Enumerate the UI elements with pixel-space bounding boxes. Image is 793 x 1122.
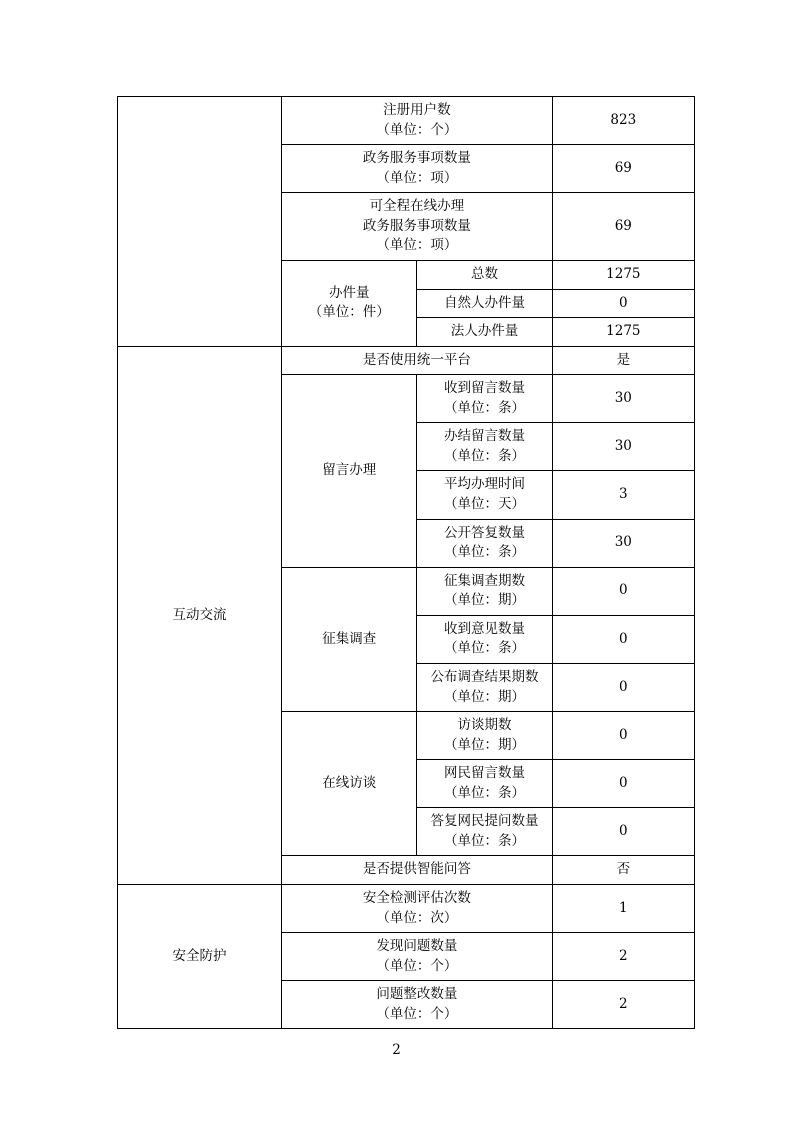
item-cell-full-online-service-items — [282, 193, 553, 261]
item-label-line1: 可全程在线办理 — [369, 198, 465, 215]
page-number: 2 — [392, 1042, 401, 1058]
sub-label-line1: 征集调查期数 — [444, 572, 525, 589]
value-unified-platform: 是 — [552, 346, 694, 375]
value-message-avg-time: 3 — [552, 471, 694, 519]
sub-label-line1: 公开答复数量 — [444, 524, 525, 541]
category-cell-security: 安全防护 — [118, 885, 282, 1029]
item-label-line1: 政务服务事项数量 — [362, 150, 471, 167]
value-security-checks: 1 — [552, 885, 694, 933]
item-label-line1: 安全检测评估次数 — [362, 890, 471, 906]
item-label-line3: （单位：项） — [376, 237, 458, 254]
sub-item-handled-legal-person: 法人办件量 — [417, 318, 552, 347]
item-cell-registered-users — [282, 97, 553, 145]
item-label-line1: 发现问题数量 — [376, 938, 458, 955]
sub-label-line1: 网民留言数量 — [444, 765, 525, 782]
value-handled-legal-person: 1275 — [552, 318, 694, 347]
value-interview-periods: 0 — [552, 712, 694, 760]
sub-label-line1: 答复网民提问数量 — [430, 813, 539, 830]
value-survey-results: 0 — [552, 663, 694, 711]
item-cell-message-handling: 留言办理 — [282, 375, 417, 568]
sub-label-line2: （单位：条） — [444, 544, 525, 561]
sub-label-line2: （单位：期） — [444, 688, 525, 705]
value-interview-replies: 0 — [552, 808, 694, 856]
sub-label-line2: （单位：条） — [444, 447, 525, 464]
item-label-line2: （单位：项） — [376, 169, 458, 186]
item-label-line1: 问题整改数量 — [376, 986, 458, 1003]
value-message-received: 30 — [552, 375, 694, 423]
item-cell-online-interview: 在线访谈 — [282, 712, 417, 856]
sub-label-line1: 收到意见数量 — [444, 620, 525, 637]
sub-label-line2: （单位：条） — [444, 832, 525, 849]
sub-label-line1: 平均办理时间 — [444, 476, 525, 493]
table-row — [118, 885, 695, 933]
value-smart-qa: 否 — [552, 856, 694, 885]
category-cell-empty — [118, 97, 282, 347]
item-cell-problems-found — [282, 933, 553, 981]
value-message-public-reply: 30 — [552, 519, 694, 567]
sub-label-line2: （单位：天） — [444, 496, 525, 512]
item-cell-survey: 征集调查 — [282, 567, 417, 711]
item-cell-security-checks — [282, 885, 553, 933]
sub-item-handled-total: 总数 — [417, 260, 552, 289]
value-survey-periods: 0 — [552, 567, 694, 615]
sub-label-line2: （单位：条） — [444, 784, 525, 801]
government-website-statistics-table — [117, 96, 695, 1029]
value-handled-total: 1275 — [552, 260, 694, 289]
item-cell-handled-volume — [282, 260, 417, 346]
item-cell-unified-platform: 是否使用统一平台 — [282, 346, 553, 375]
value-handled-natural-person: 0 — [552, 289, 694, 318]
table-row — [118, 97, 695, 145]
sub-item-survey-periods — [417, 567, 552, 615]
value-full-online-service-items: 69 — [552, 193, 694, 261]
sub-label-line2: （单位：条） — [444, 640, 525, 657]
sub-item-survey-opinions — [417, 615, 552, 663]
value-survey-opinions: 0 — [552, 615, 694, 663]
table-row — [118, 346, 695, 375]
sub-item-interview-replies — [417, 808, 552, 856]
value-message-completed: 30 — [552, 423, 694, 471]
item-label-line1: 注册用户数 — [383, 102, 451, 118]
value-problems-found: 2 — [552, 933, 694, 981]
sub-item-message-completed — [417, 423, 552, 471]
sub-item-survey-results — [417, 663, 552, 711]
category-cell-interaction: 互动交流 — [118, 346, 282, 884]
item-label-line2: （单位：个） — [376, 121, 458, 138]
item-cell-problems-fixed — [282, 981, 553, 1029]
sub-label-line1: 访谈期数 — [457, 717, 512, 734]
item-label-line2: 政务服务事项数量 — [362, 217, 471, 234]
sub-item-message-avg-time — [417, 471, 552, 519]
item-label-line2: （单位：件） — [308, 304, 390, 321]
sub-item-message-received — [417, 375, 552, 423]
value-registered-users: 823 — [552, 97, 694, 145]
sub-item-message-public-reply — [417, 519, 552, 567]
item-cell-smart-qa: 是否提供智能问答 — [282, 856, 553, 885]
value-problems-fixed: 2 — [552, 981, 694, 1029]
sub-label-line1: 公布调查结果期数 — [430, 668, 539, 685]
value-gov-service-items: 69 — [552, 145, 694, 193]
sub-item-handled-natural-person: 自然人办件量 — [417, 289, 552, 318]
sub-label-line1: 收到留言数量 — [444, 380, 525, 397]
sub-item-interview-periods — [417, 712, 552, 760]
item-label-line2: （单位：次） — [376, 909, 458, 926]
item-label-line2: （单位：个） — [376, 1005, 458, 1022]
sub-item-interview-messages — [417, 760, 552, 808]
item-label-line2: （单位：个） — [376, 957, 458, 974]
item-label-line1: 办件量 — [328, 284, 370, 301]
value-interview-messages: 0 — [552, 760, 694, 808]
sub-label-line2: （单位：期） — [444, 592, 525, 609]
sub-label-line2: （单位：条） — [444, 399, 525, 416]
sub-label-line2: （单位：期） — [444, 736, 525, 753]
item-cell-gov-service-items — [282, 145, 553, 193]
sub-label-line1: 办结留言数量 — [444, 428, 525, 445]
